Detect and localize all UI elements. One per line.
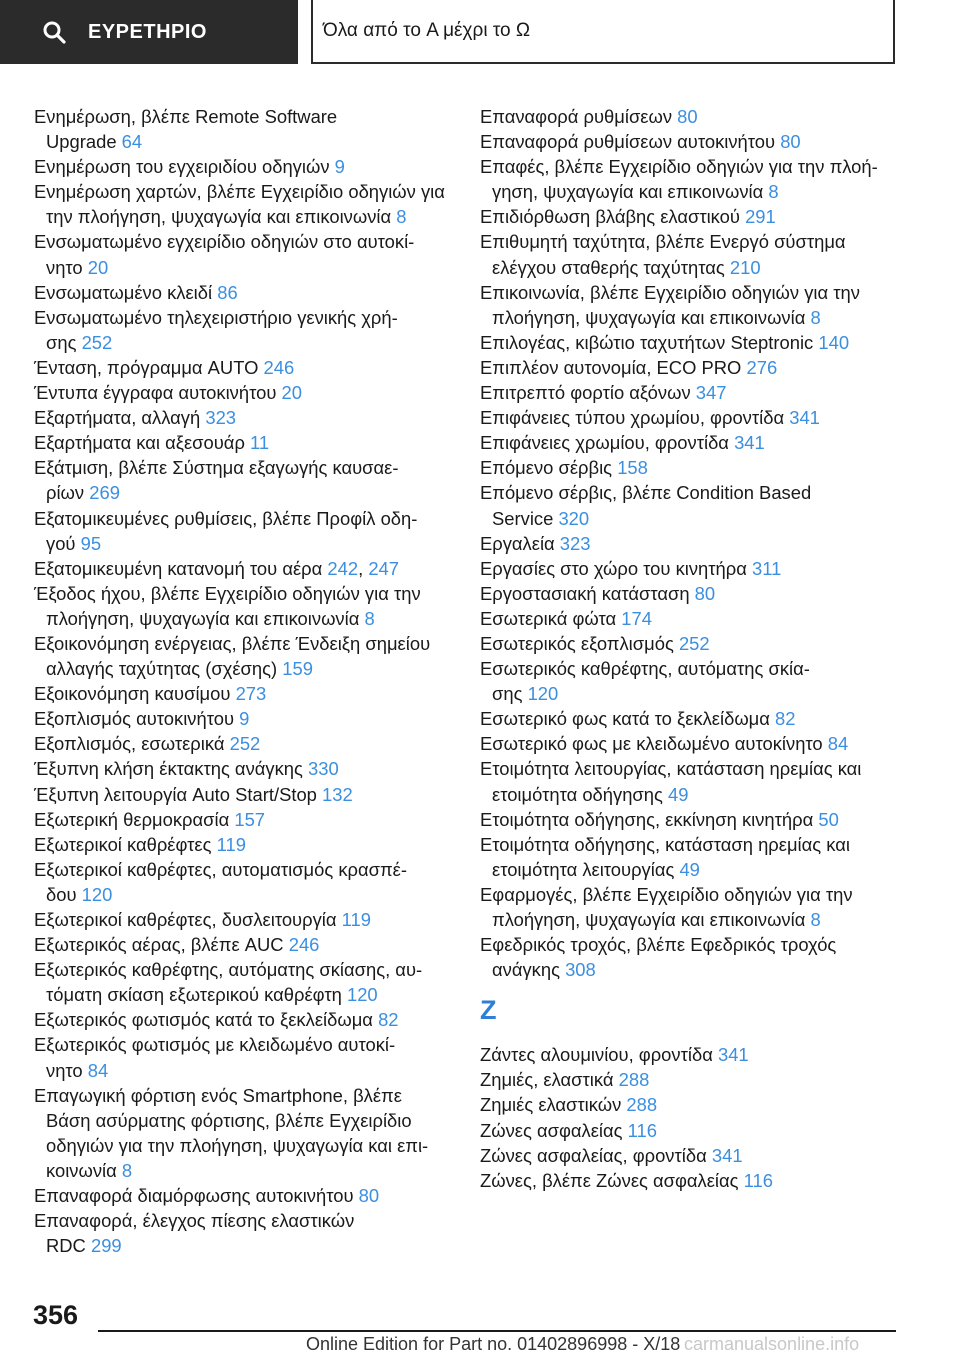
index-entry (480, 531, 910, 556)
entry-text: Ενημέρωση, βλέπε Remote Software (34, 106, 338, 127)
index-entry (480, 1092, 910, 1117)
index-entry (480, 756, 910, 806)
entry-text: Εργασίες στο χώρο του κινητήρα (480, 557, 747, 579)
entry-text: Ετοιμότητα οδήγησης, κατάσταση ηρεμίας και (480, 833, 850, 855)
page-link[interactable]: 8 (810, 306, 821, 328)
entry-text: Εξατομικευμένες ρυθμίσεις, βλέπε Προφίλ οδη‐ (34, 507, 418, 529)
page-link[interactable]: 174 (621, 607, 652, 629)
page-link[interactable]: 341 (711, 1144, 743, 1166)
page-link[interactable]: 252 (678, 632, 710, 654)
entry-text: Ζημιές, ελαστικά (480, 1069, 614, 1091)
entry-text: Επιφάνειες χρωμίου, φροντίδα (480, 432, 729, 454)
index-entry (480, 656, 910, 706)
index-entry (480, 480, 910, 530)
entry-text: ετοιμότητα λειτουργίας (492, 858, 675, 880)
page-link[interactable]: 49 (679, 858, 700, 880)
entry-text: ανάγκης (492, 959, 560, 981)
entry-text: Εργαλεία (480, 532, 555, 554)
page-link[interactable]: 252 (229, 733, 261, 755)
page-link[interactable]: 80 (780, 131, 801, 153)
page-link[interactable]: 341 (734, 432, 765, 454)
page-link[interactable]: 8 (396, 206, 407, 228)
entry-text: Εξαρτήματα, αλλαγή (34, 407, 201, 429)
index-entry (480, 581, 910, 606)
page-link[interactable]: 64 (121, 131, 143, 153)
entry-text: Επόμενο σέρβις (480, 457, 613, 479)
index-entry (34, 104, 454, 154)
index-entry (480, 932, 910, 982)
page-link[interactable]: 311 (752, 557, 782, 579)
entry-text: Εσωτερικό φως με κλειδωμένο αυτοκίνητο (480, 733, 823, 755)
page-link[interactable]: 132 (322, 783, 353, 805)
page-link[interactable]: 86 (217, 281, 238, 303)
entry-text: Ζώνες, βλέπε Ζώνες ασφαλείας (480, 1169, 739, 1191)
page-link[interactable]: 157 (234, 808, 266, 830)
page-link[interactable]: 299 (90, 1235, 122, 1257)
page-link[interactable]: 246 (263, 356, 295, 378)
page-link[interactable]: 252 (81, 331, 113, 353)
index-entry (34, 706, 454, 731)
page-link[interactable]: 269 (89, 482, 120, 504)
index-entry (480, 154, 910, 204)
page-link[interactable]: 330 (308, 758, 339, 780)
index-entry (480, 631, 910, 656)
entry-text: Ενημέρωση χαρτών, βλέπε Εγχειρίδιο οδηγιών για (34, 181, 445, 203)
entry-text: Ένταση, πρόγραμμα AUTO (34, 356, 259, 378)
page-link[interactable]: 8 (121, 1159, 133, 1181)
entry-text: Εσωτερικά φώτα (480, 607, 617, 629)
entry-text: Επόμενο σέρβις, βλέπε Condition Based (480, 482, 812, 504)
index-entry (34, 355, 454, 380)
index-entry (480, 1143, 910, 1168)
entry-text: Εξωτερικοί καθρέφτες (34, 833, 212, 855)
entry-text: Εσωτερικός εξοπλισμός (480, 632, 674, 654)
page-link[interactable]: 119 (341, 909, 371, 930)
page-link[interactable]: 288 (618, 1069, 650, 1091)
entry-text: σης (492, 683, 523, 705)
entry-text: Επαφές, βλέπε Εγχειρίδιο οδηγιών για την πλοή‐ (480, 156, 878, 178)
page-link[interactable]: 116 (743, 1169, 773, 1191)
entry-text: Ζώνες ασφαλείας, φροντίδα (480, 1144, 707, 1166)
page-link[interactable]: 320 (558, 507, 590, 529)
index-entry (480, 455, 910, 480)
page-link[interactable]: 158 (617, 457, 648, 479)
entry-text: Εξάτμιση, βλέπε Σύστημα εξαγωγής καυσαε‐ (34, 457, 399, 479)
entry-text: νητο (46, 1059, 83, 1081)
index-entry (480, 204, 910, 229)
page-link[interactable]: 291 (745, 206, 776, 228)
index-entry: Εξατομικευμένη κατανομή του αέρα 242, 247 (34, 557, 399, 579)
entry-text: ετοιμότητα οδήγησης (492, 783, 663, 805)
entry-text: Ζημιές ελαστικών (480, 1094, 622, 1116)
entry-text: Ζώνες ασφαλείας (480, 1119, 623, 1141)
entry-text: Εφαρμογές, βλέπε Εγχειρίδιο οδηγιών για την (480, 883, 853, 905)
watermark: carmanualsonline.info (684, 1334, 860, 1354)
index-entry (34, 280, 454, 305)
entry-text: τόματη σκίαση εξωτερικού καθρέφτη (46, 984, 342, 1006)
index-entry (480, 556, 910, 581)
index-column-right (480, 104, 910, 1193)
entry-text: Επιλογέας, κιβώτιο ταχυτήτων Steptronic (480, 331, 814, 353)
entry-text: Εξωτερικοί καθρέφτες, αυτοματισμός κρασπέ‐ (34, 858, 408, 880)
page-link[interactable]: 95 (80, 532, 102, 554)
entry-text: Επιθυμητή ταχύτητα, βλέπε Ενεργό σύστημα (480, 231, 846, 253)
entry-text: Εξοικονόμηση ενέργειας, βλέπε Ένδειξη σημείου (34, 632, 431, 654)
index-entry (34, 1007, 454, 1032)
entry-text: Ενσωματωμένο τηλεχειριστήριο γενικής χρή‐ (34, 306, 398, 328)
page-link[interactable]: 341 (717, 1044, 749, 1066)
entry-text: Εξαρτήματα και αξεσουάρ (34, 432, 245, 454)
entry-text: ρίων (46, 482, 85, 504)
entry-text: Εξωτερικός φωτισμός με κλειδωμένο αυτοκί‐ (34, 1034, 396, 1056)
page-link[interactable]: 246 (288, 934, 320, 956)
index-entry (480, 430, 910, 455)
entry-text: γού (46, 532, 76, 554)
index-entry (34, 179, 454, 229)
entry-text: Επιπλέον αυτονομία, ECO PRO (480, 356, 742, 378)
index-entry (34, 832, 454, 857)
index-entry (34, 1083, 454, 1183)
page-link[interactable]: 276 (746, 356, 778, 378)
entry-text: οδηγιών για την πλοήγηση, ψυχαγωγία και επι‐ (46, 1134, 429, 1156)
page-link[interactable]: 242 (327, 557, 359, 579)
page-link[interactable]: 347 (695, 382, 727, 404)
index-entry (34, 782, 454, 807)
entry-text: Ετοιμότητα οδήγησης, εκκίνηση κινητήρα (480, 808, 814, 830)
a-to-z-tab-label: Όλα από το A μέχρι το Ω (323, 20, 531, 41)
index-entry (480, 405, 910, 430)
index-entry (480, 731, 910, 756)
index-tab-label: ΕΥΡΕΤΗΡΙΟ (88, 20, 207, 43)
page-link[interactable]: 50 (818, 808, 839, 830)
entry-text: γηση, ψυχαγωγία και επικοινωνία (492, 181, 764, 203)
entry-text: Εξοικονόμηση καυσίμου (34, 683, 231, 705)
index-entry (480, 882, 910, 932)
index-group-zeta (480, 1042, 910, 1193)
page-link[interactable]: 9 (239, 708, 250, 730)
entry-text: Επαναφορά ρυθμίσεων αυτοκινήτου (480, 131, 776, 153)
page-link[interactable]: 8 (810, 909, 821, 930)
index-entry (34, 405, 454, 430)
page-link[interactable]: 159 (282, 658, 313, 680)
entry-text: RDC (46, 1235, 86, 1257)
page-number: 356 (33, 1300, 79, 1330)
index-entry (480, 355, 910, 380)
page-link[interactable]: 323 (205, 407, 237, 429)
entry-text: Έντυπα έγγραφα αυτοκινήτου (34, 382, 277, 404)
index-entry (480, 330, 910, 355)
index-entry (34, 506, 454, 556)
index-entry (480, 1118, 910, 1143)
index-entry (34, 430, 454, 455)
page-link[interactable]: 84 (87, 1059, 109, 1081)
page-link[interactable]: 116 (627, 1119, 657, 1141)
page-link[interactable]: 80 (694, 582, 716, 604)
search-icon (42, 20, 66, 44)
index-entry (480, 280, 910, 330)
entry-text: Επικοινωνία, βλέπε Εγχειρίδιο οδηγιών για την (480, 281, 860, 303)
index-tab[interactable] (0, 0, 298, 64)
index-entry (480, 1042, 910, 1067)
entry-text: Εξωτερικός καθρέφτης, αυτόματης σκίασης, αυ‐ (34, 959, 423, 981)
index-entry (34, 857, 454, 907)
index-entry (34, 455, 454, 505)
index-entry (34, 807, 454, 832)
page-link[interactable]: 20 (87, 256, 109, 278)
entry-text: Επιτρεπτό φορτίο αξόνων (480, 382, 691, 404)
index-entry (34, 305, 454, 355)
entry-text: Εξατομικευμένη κατανομή του αέρα (34, 557, 323, 579)
entry-text: Εσωτερικό φως κατά το ξεκλείδωμα (480, 708, 770, 730)
entry-text: Εξωτερικός αέρας, βλέπε AUC (34, 934, 284, 956)
index-entry (34, 907, 454, 932)
page-link[interactable]: 140 (818, 331, 850, 353)
entry-text: Εσωτερικός καθρέφτης, αυτόματης σκία‐ (480, 658, 810, 680)
entry-text: Service (492, 507, 554, 529)
page-link[interactable]: 82 (775, 708, 796, 730)
entry-text: Έξυπνη κλήση έκτακτης ανάγκης (34, 758, 303, 780)
page-link[interactable]: 80 (677, 106, 698, 127)
page-link[interactable]: 8 (364, 607, 375, 629)
index-entry (34, 1183, 454, 1208)
index-entry (34, 1032, 454, 1082)
entry-text: Έξυπνη λειτουργία Auto Start/Stop (34, 783, 317, 805)
page-link[interactable]: 308 (565, 959, 596, 981)
page-link[interactable]: 210 (729, 256, 761, 278)
index-entry (480, 1168, 910, 1193)
index-entry (480, 229, 910, 279)
footer-divider (98, 1330, 896, 1332)
index-entry (480, 706, 910, 731)
index-group-epsilon (480, 104, 910, 982)
index-entry (34, 731, 454, 756)
entry-text: Ετοιμότητα λειτουργίας, κατάσταση ηρεμίας και (480, 758, 862, 780)
page-link[interactable]: 247 (368, 557, 399, 579)
entry-text: αλλαγής ταχύτητας (σχέσης) (46, 658, 278, 680)
index-entry (34, 581, 454, 631)
page-link[interactable]: 288 (626, 1094, 658, 1116)
entry-text: Εξωτερικοί καθρέφτες, δυσλειτουργία (34, 909, 337, 930)
page-link[interactable]: 323 (559, 532, 591, 554)
a-to-z-tab[interactable] (311, 0, 895, 64)
index-entry (480, 104, 910, 129)
page-link[interactable]: 9 (334, 156, 345, 178)
entry-text: ελέγχου σταθερής ταχύτητας (492, 256, 725, 278)
entry-text: Έξοδος ήχου, βλέπε Εγχειρίδιο οδηγιών για την (34, 582, 421, 604)
entry-text: κοινωνία (46, 1159, 117, 1181)
index-entry (480, 380, 910, 405)
page-link[interactable]: 11 (250, 432, 270, 454)
entry-text: την πλοήγηση, ψυχαγωγία και επικοινωνία (46, 206, 392, 228)
entry-text: Ενσωματωμένο κλειδί (34, 281, 213, 303)
entry-text: πλοήγηση, ψυχαγωγία και επικοινωνία (492, 306, 806, 328)
entry-text: Επαναφορά, έλεγχος πίεσης ελαστικών (34, 1210, 355, 1232)
section-letter: Z (480, 995, 497, 1026)
entry-text: Επαναφορά ρυθμίσεων (480, 106, 673, 127)
index-entry (480, 832, 910, 882)
page-link[interactable]: 8 (768, 181, 779, 203)
page-link[interactable]: 273 (235, 683, 267, 705)
entry-text: Επαγωγική φόρτιση ενός Smartphone, βλέπε (34, 1084, 402, 1106)
entry-text: Ζάντες αλουμινίου, φροντίδα (480, 1044, 713, 1066)
index-entry (34, 631, 454, 681)
entry-text: σης (46, 331, 77, 353)
entry-text: Εξωτερική θερμοκρασία (34, 808, 230, 830)
index-entry (480, 129, 910, 154)
entry-text: Επαναφορά διαμόρφωσης αυτοκινήτου (34, 1185, 354, 1207)
entry-text: Εφεδρικός τροχός, βλέπε Εφεδρικός τροχός (480, 934, 837, 956)
entry-text: Επιφάνειες τύπου χρωμίου, φροντίδα (480, 407, 785, 429)
page-link[interactable]: 82 (378, 1009, 399, 1031)
index-entry (34, 756, 454, 781)
entry-text: Εξοπλισμός, εσωτερικά (34, 733, 225, 755)
index-entry (480, 606, 910, 631)
index-entry (34, 1208, 454, 1258)
page-link[interactable]: 84 (827, 733, 849, 755)
entry-text: Ενσωματωμένο εγχειρίδιο οδηγιών στο αυτοκί‐ (34, 231, 415, 253)
index-column-left (34, 104, 454, 1258)
page-link[interactable]: 20 (281, 382, 302, 404)
entry-text: Επιδιόρθωση βλάβης ελαστικού (480, 206, 740, 228)
edition-text: Online Edition for Part no. 01402896998 - X/18 (306, 1334, 681, 1354)
index-entry (34, 229, 454, 279)
index-entry (34, 957, 454, 1007)
page-link[interactable]: 120 (527, 683, 559, 705)
page-link[interactable]: 49 (668, 783, 689, 805)
index-entry (480, 807, 910, 832)
page-link[interactable]: 120 (81, 883, 113, 905)
entry-text: πλοήγηση, ψυχαγωγία και επικοινωνία (46, 607, 360, 629)
index-entry (34, 932, 454, 957)
entry-text: Εξωτερικός φωτισμός κατά το ξεκλείδωμα (34, 1009, 373, 1031)
page-link[interactable]: 341 (789, 407, 820, 429)
entry-text: Εξοπλισμός αυτοκινήτου (34, 708, 235, 730)
page-link[interactable]: 80 (358, 1185, 380, 1207)
entry-text: δου (46, 883, 77, 905)
page-link[interactable]: 119 (216, 833, 246, 855)
page-link[interactable]: 120 (346, 984, 378, 1006)
index-entry (34, 154, 454, 179)
index-entry (480, 1067, 910, 1092)
entry-text: Upgrade (46, 131, 117, 153)
entry-text: Εργοστασιακή κατάσταση (480, 582, 690, 604)
index-entry (34, 681, 454, 706)
entry-text: Βάση ασύρματης φόρτισης, βλέπε Εγχειρίδιο (46, 1109, 412, 1131)
entry-text: νητο (46, 256, 83, 278)
entry-text: πλοήγηση, ψυχαγωγία και επικοινωνία (492, 909, 806, 930)
index-entry (34, 380, 454, 405)
entry-text: Ενημέρωση του εγχειριδίου οδηγιών (34, 156, 330, 178)
